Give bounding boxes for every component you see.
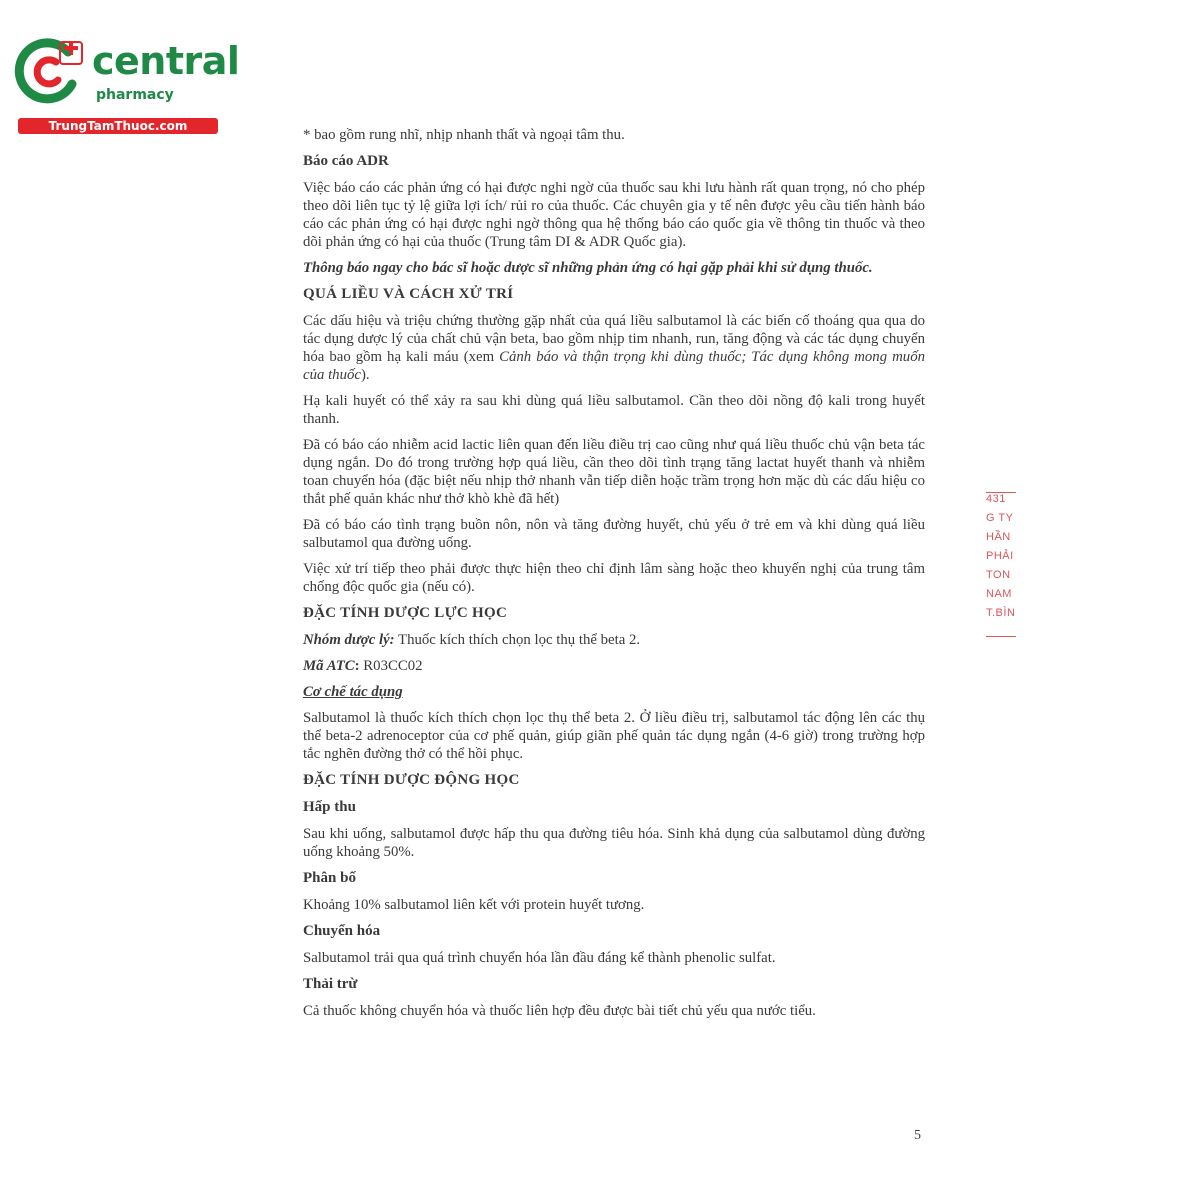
pharmacologic-group-value: Thuốc kích thích chọn lọc thụ thể beta 2.: [394, 632, 641, 648]
stamp-line-top: [986, 492, 1016, 493]
excretion-heading: Thải trừ: [303, 976, 358, 992]
document-body: [303, 126, 925, 1028]
stamp-text-6: NAM: [986, 588, 1012, 600]
absorption-heading: Hấp thu: [303, 799, 356, 815]
adr-notice: Thông báo ngay cho bác sĩ hoặc dược sĩ những phản ứng có hại gặp phải khi sử dụng thuốc.: [303, 260, 873, 276]
stamp-text-2: G TY: [986, 512, 1014, 524]
overdose-paragraph-4: Đã có báo cáo tình trạng buồn nôn, nôn và tăng đường huyết, chủ yếu ở trẻ em và khi dùng quá liều salbutamol qua đường uống.: [303, 517, 925, 551]
brand-url-link[interactable]: TrungTamThuoc.com: [18, 118, 218, 134]
company-stamp: [986, 490, 1022, 640]
brand-logo[interactable]: [8, 36, 240, 136]
stamp-text-4: PHẢI: [986, 550, 1014, 562]
adr-paragraph: Việc báo cáo các phản ứng có hại được nghi ngờ của thuốc sau khi lưu hành rất quan trọng, nó cho phép theo dõi liên tục tỷ lệ giữa lợi ích/ rủi ro của thuốc. Các chuyên gia y tế nên được yêu cầu tiến hành báo cáo các phản ứng có hại được nghi ngờ thông qua hệ thống báo cáo quốc gia về thông tin thuốc và theo dõi phản ứng có hại của thuốc (Trung tâm DI & ADR Quốc gia).: [303, 180, 925, 250]
overdose-p1-text-a: Các dấu hiệu và triệu chứng thường gặp nhất của quá liều salbutamol là các biến cố thoáng qua qua do tác dụng dược lý của chất chủ vận beta, bao gồm nhịp tim nhanh, run, tăng động và các tác dụng chuyển hóa bao gồm hạ kali máu (xem: [303, 313, 925, 365]
overdose-paragraph-1: [303, 312, 925, 384]
atc-code-colon: :: [354, 658, 360, 674]
stamp-line-bottom: [986, 636, 1016, 637]
overdose-paragraph-5: Việc xử trí tiếp theo phải được thực hiện theo chỉ định lâm sàng hoặc theo khuyến nghị của trung tâm chống độc quốc gia (nếu có).: [303, 561, 925, 595]
absorption-paragraph: Sau khi uống, salbutamol được hấp thu qua đường tiêu hóa. Sinh khả dụng của salbutamol dùng đường uống khoảng 50%.: [303, 826, 925, 860]
metabolism-heading: Chuyển hóa: [303, 923, 381, 939]
pharmacodynamics-heading: ĐẶC TÍNH DƯỢC LỰC HỌC: [303, 605, 508, 621]
central-pharmacy-logo-icon: [10, 38, 86, 104]
atc-code: [303, 657, 925, 675]
distribution-heading: Phân bố: [303, 870, 356, 886]
mechanism-heading: Cơ chế tác dụng: [303, 684, 403, 700]
stamp-text-3: HẦN: [986, 531, 1011, 543]
mechanism-paragraph: Salbutamol là thuốc kích thích chọn lọc thụ thể beta 2. Ở liều điều trị, salbutamol tác động lên các thụ thể beta-2 adrenoceptor của cơ phế quản, giúp giãn phế quản tác dụng ngắn (4-6 giờ) trong trường hợp tắc nghẽn đường thở có thể hồi phục.: [303, 710, 925, 762]
overdose-paragraph-3: Đã có báo cáo nhiễm acid lactic liên quan đến liều điều trị cao cũng như quá liều thuốc chủ vận beta tác dụng ngắn. Do đó trong trường hợp quá liều, cần theo dõi tình trạng tăng lactat huyết thanh và nhiễm toan chuyển hóa (đặc biệt nếu nhịp thở nhanh vẫn tiếp diễn hoặc trầm trọng hơn mặc dù các dấu hiệu co thắt phế quản khác như thở khò khè đã hết): [303, 437, 925, 507]
overdose-heading: QUÁ LIỀU VÀ CÁCH XỬ TRÍ: [303, 286, 514, 302]
metabolism-paragraph: Salbutamol trải qua quá trình chuyển hóa lần đầu đáng kể thành phenolic sulfat.: [303, 950, 776, 966]
overdose-p1-reference: Cảnh báo và thận trọng khi dùng thuốc; Tác dụng không mong muốn của thuốc: [303, 349, 925, 383]
overdose-paragraph-2: Hạ kali huyết có thể xảy ra sau khi dùng quá liều salbutamol. Cần theo dõi nồng độ kali trong huyết thanh.: [303, 393, 925, 427]
adr-heading: Báo cáo ADR: [303, 153, 389, 169]
distribution-paragraph: Khoảng 10% salbutamol liên kết với protein huyết tương.: [303, 897, 645, 913]
overdose-p1-text-b: ).: [360, 367, 370, 383]
brand-name: central: [92, 39, 240, 83]
pharmacologic-group-label: Nhóm dược lý:: [303, 632, 395, 648]
pharmacologic-group: [303, 631, 925, 649]
excretion-paragraph: Cả thuốc không chuyển hóa và thuốc liên hợp đều được bài tiết chủ yếu qua nước tiểu.: [303, 1003, 816, 1019]
atc-code-value: R03CC02: [359, 658, 423, 674]
stamp-text-5: TON: [986, 569, 1011, 581]
page-number: 5: [914, 1128, 921, 1143]
stamp-text-7: T.BÌN: [986, 607, 1016, 619]
footnote-line: * bao gồm rung nhĩ, nhịp nhanh thất và ngoại tâm thu.: [303, 127, 625, 143]
brand-subtitle: pharmacy: [96, 87, 174, 103]
stamp-text-1: 431: [986, 493, 1006, 505]
atc-code-label: Mã ATC: [303, 658, 355, 674]
pharmacokinetics-heading: ĐẶC TÍNH DƯỢC ĐỘNG HỌC: [303, 772, 520, 788]
